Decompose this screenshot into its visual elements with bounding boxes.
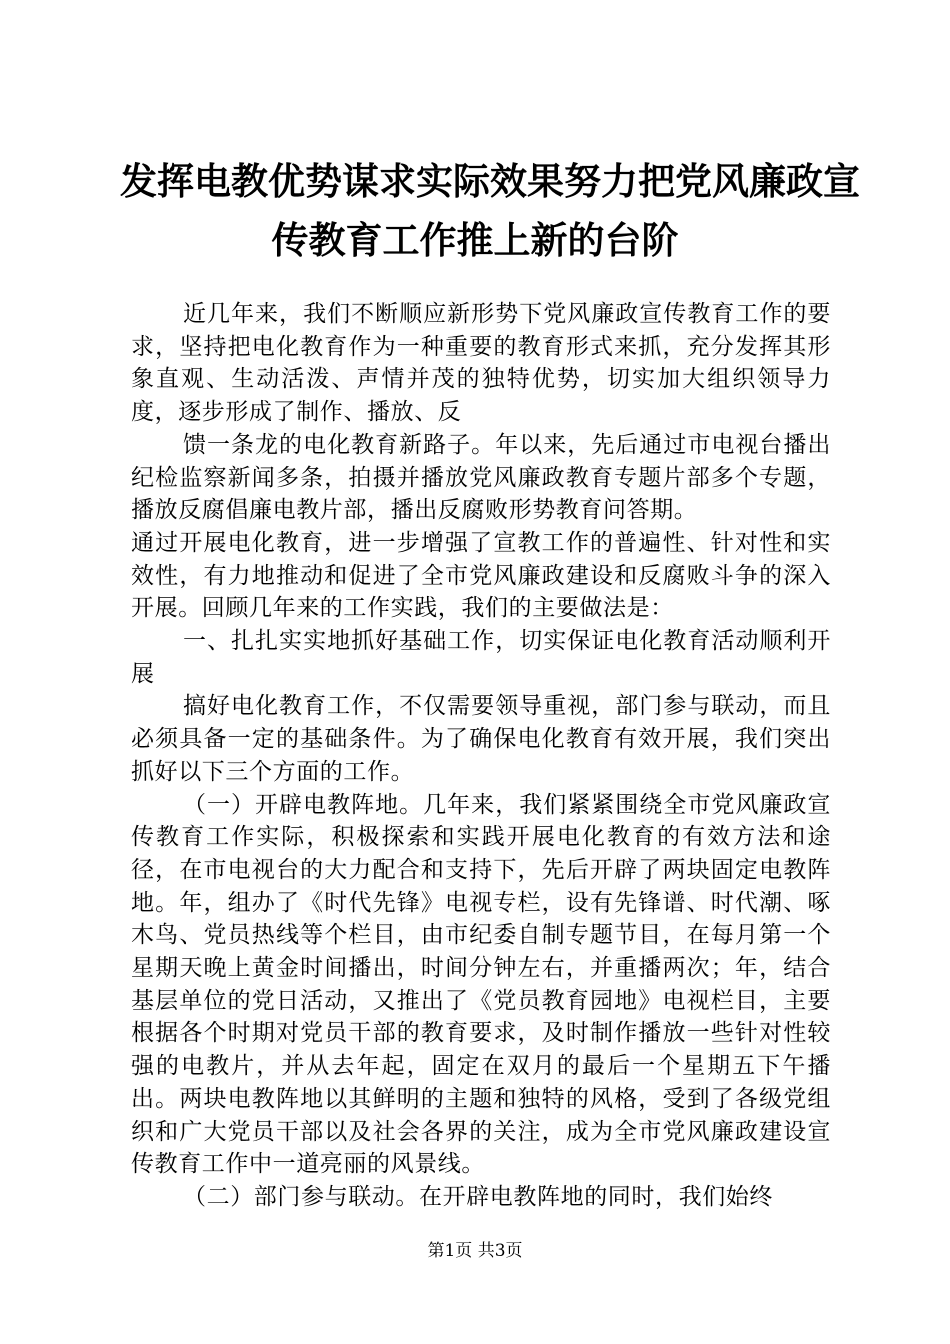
paragraph-subsection-2: （二）部门参与联动。在开辟电教阵地的同时，我们始终: [183, 1183, 773, 1210]
paragraph-subsection-1: （一）开辟电教阵地。几年来，我们紧紧围绕全市党风廉政宣传教育工作实际，积极探索和实践开展电化教育的有效方法和途径，在市电视台的大力配合和支持下，先后开辟了两块固定电教阵地。年，组办了《时代先锋》电视专栏，设有先锋谱、时代潮、啄木鸟、党员热线等个栏目，由市纪委自制专题节目，在每月第一个星期天晚上黄金时间播出，时间分钟左右，并重播两次；年，结合基层单位的党日活动，又推出了《党员教育园地》电视栏目，主要根据各个时期对党员干部的教育要求，及时制作播放一些针对性较强的电教片，并从去年起，固定在双月的最后一个星期五下午播出。两块电教阵地以其鲜明的主题和独特的风格，受到了各级党组织和广大党员干部以及社会各界的关注，成为全市党风廉政建设宣传教育工作中一道亮丽的风景线。: [131, 791, 831, 1178]
paragraph-intro: 近几年来，我们不断顺应新形势下党风廉政宣传教育工作的要求，坚持把电化教育作为一种重要的教育形式来抓，充分发挥其形象直观、生动活泼、声情并茂的独特优势，切实加大组织领导力度，逐步形成了制作、播放、反: [131, 301, 831, 426]
paragraph-achievements: 馈一条龙的电化教育新路子。年以来，先后通过市电视台播出纪检监察新闻多条，拍摄并播放党风廉政教育专题片部多个专题，播放反腐倡廉电教片部，播出反腐败形势教育问答期。: [131, 431, 831, 524]
document-title-line-2: 传教育工作推上新的台阶: [271, 218, 679, 262]
document-body: [131, 298, 831, 1214]
section-heading-1: 一、扎扎实实地抓好基础工作，切实保证电化教育活动顺利开展: [131, 628, 831, 687]
paragraph-summary: 通过开展电化教育，进一步增强了宣教工作的普遍性、针对性和实效性，有力地推动和促进了全市党风廉政建设和反腐败斗争的深入开展。回顾几年来的工作实践，我们的主要做法是：: [131, 529, 831, 622]
document-title-line-1: 发挥电教优势谋求实际效果努力把党风廉政宣: [120, 159, 860, 203]
paragraph-foundation: 搞好电化教育工作，不仅需要领导重视，部门参与联动，而且必须具备一定的基础条件。为了确保电化教育有效开展，我们突出抓好以下三个方面的工作。: [131, 693, 831, 785]
page-footer: 第1页 共3页: [427, 1241, 523, 1261]
